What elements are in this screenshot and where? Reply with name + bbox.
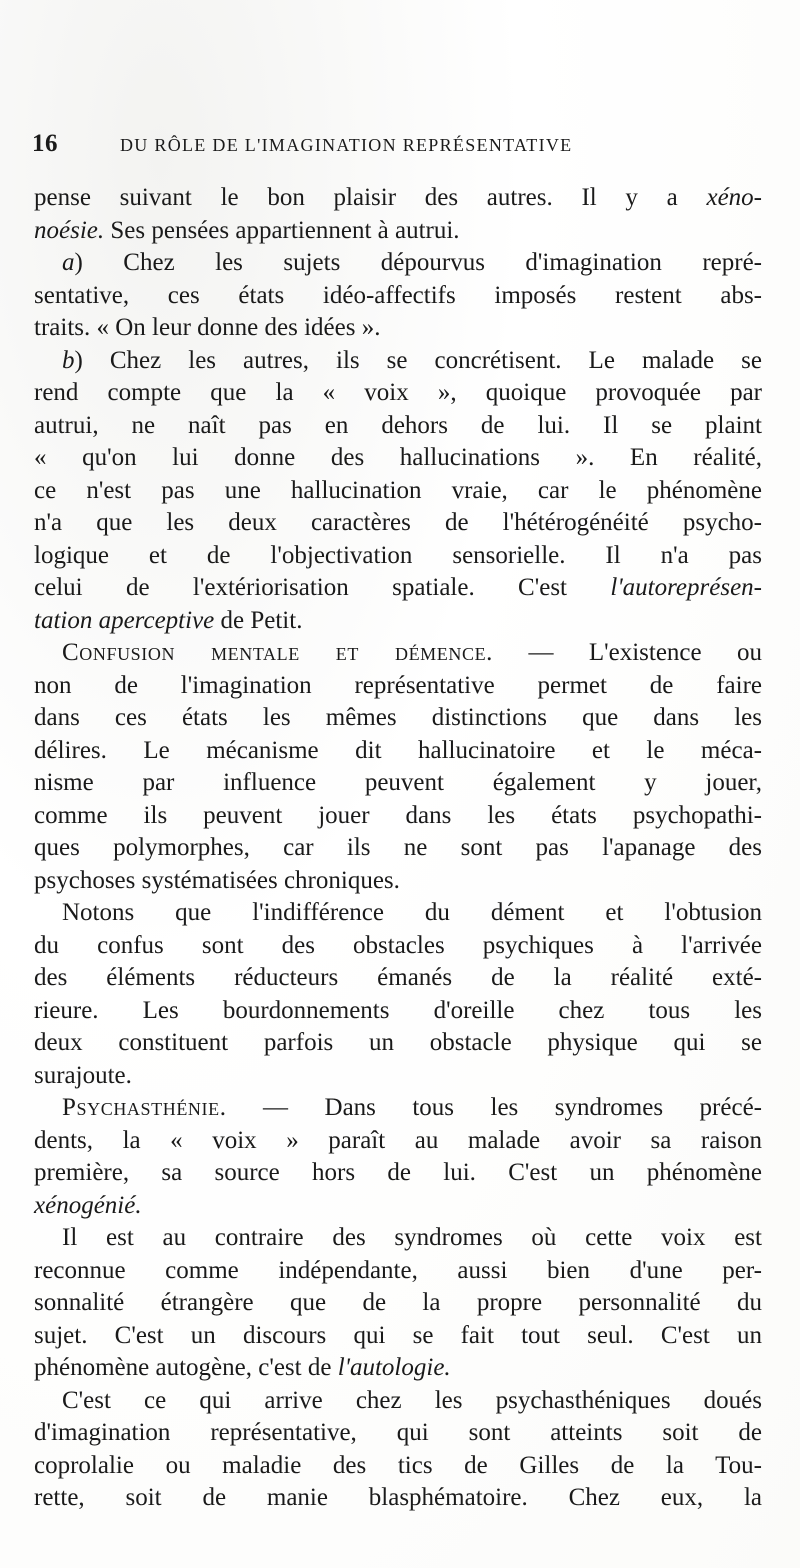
text-segment: de Petit. xyxy=(214,606,303,634)
text-segment: reconnue comme indépendante, aussi bien d'une per- xyxy=(34,1256,762,1284)
text-segment: surajoute. xyxy=(34,1061,132,1089)
text-segment: — Dans tous les syndromes précé- xyxy=(226,1094,762,1121)
text-segment: traits. « On leur donne des idées ». xyxy=(34,314,381,341)
text-line xyxy=(34,1287,762,1320)
italic-text: noésie. xyxy=(34,216,105,244)
text-line xyxy=(34,605,762,638)
text-segment: du confus sont des obstacles psychiques à l'arrivée xyxy=(34,931,762,959)
text-line xyxy=(34,247,762,280)
running-head xyxy=(32,130,772,160)
italic-text: xénogénié. xyxy=(34,1191,142,1219)
text-line xyxy=(34,865,762,898)
italic-text: a xyxy=(62,249,75,276)
italic-text: l'autoreprésen- xyxy=(610,574,762,601)
text-segment: ce n'est pas une hallucination vraie, car le phénomène xyxy=(34,476,762,504)
text-segment: ) Chez les sujets dépourvus d'imagination repré- xyxy=(74,249,762,276)
italic-text: b xyxy=(62,346,75,374)
text-line xyxy=(34,897,762,930)
text-line xyxy=(34,1482,762,1515)
text-line xyxy=(34,475,762,508)
text-segment: ) Chez les autres, ils se concrétisent. Le malade se xyxy=(74,346,762,374)
text-line xyxy=(34,507,762,540)
text-segment: sujet. C'est un discours qui se fait tout seul. C'est un xyxy=(34,1321,762,1349)
text-segment: dans ces états les mêmes distinctions que dans les xyxy=(34,704,762,731)
text-line xyxy=(34,1157,762,1190)
text-segment: rend compte que la « voix », quoique provoquée par xyxy=(34,379,762,406)
text-line xyxy=(34,1320,762,1353)
text-segment: dents, la « voix » paraît au malade avoir sa raison xyxy=(34,1126,762,1154)
text-line xyxy=(34,377,762,410)
text-line xyxy=(34,345,762,378)
text-segment: sentative, ces états idéo-affectifs imposés restent abs- xyxy=(34,281,762,309)
text-segment: pense suivant le bon plaisir des autres. Il y a xyxy=(34,184,707,211)
text-segment: Il est au contraire des syndromes où cette voix est xyxy=(62,1224,762,1251)
text-line xyxy=(34,572,762,605)
text-segment: C'est ce qui arrive chez les psychasthéniques doués xyxy=(62,1386,762,1414)
text-line xyxy=(34,442,762,475)
text-segment: — L'existence ou xyxy=(493,639,762,666)
text-segment: autrui, ne naît pas en dehors de lui. Il se plaint xyxy=(34,411,762,439)
text-line xyxy=(34,1450,762,1483)
text-segment: Ses pensées appartiennent à autrui. xyxy=(104,216,460,244)
text-segment: coprolalie ou maladie des tics de Gilles de la Tou- xyxy=(34,1451,762,1479)
italic-text: xéno- xyxy=(706,184,762,211)
text-line xyxy=(34,735,762,768)
text-segment: logique et de l'objectivation sensorielle. Il n'a pas xyxy=(34,541,762,569)
text-line xyxy=(34,767,762,800)
text-line xyxy=(34,1222,762,1255)
italic-text: tation aperceptive xyxy=(34,606,215,634)
text-line xyxy=(34,995,762,1028)
text-segment: délires. Le mécanisme dit hallucinatoire et le méca- xyxy=(34,736,762,764)
text-line xyxy=(34,1352,762,1385)
text-segment: comme ils peuvent jouer dans les états psychopathi- xyxy=(34,801,762,829)
text-segment: deux constituent parfois un obstacle physique qui se xyxy=(34,1029,762,1056)
body-text xyxy=(34,182,762,1515)
text-line xyxy=(34,930,762,963)
section-heading: Confusion mentale et démence. xyxy=(62,639,494,666)
text-line xyxy=(34,962,762,995)
text-line xyxy=(34,182,762,215)
text-segment: n'a que les deux caractères de l'hétérogénéité psycho- xyxy=(34,509,762,536)
text-segment: nisme par influence peuvent également y jouer, xyxy=(34,769,762,796)
text-line xyxy=(34,280,762,313)
text-segment: rieure. Les bourdonnements d'oreille chez tous les xyxy=(34,996,762,1024)
text-line xyxy=(34,540,762,573)
text-line xyxy=(34,800,762,833)
text-segment: première, sa source hors de lui. C'est un phénomène xyxy=(34,1159,762,1186)
text-line xyxy=(34,1027,762,1060)
text-line xyxy=(34,1092,762,1125)
text-segment: phénomène autogène, c'est de xyxy=(34,1354,338,1381)
text-line xyxy=(34,1385,762,1418)
text-segment: psychoses systématisées chroniques. xyxy=(34,866,400,894)
page-number: 16 xyxy=(32,130,58,157)
text-segment: d'imagination représentative, qui sont atteints soit de xyxy=(34,1419,762,1446)
text-line xyxy=(34,702,762,735)
text-segment: des éléments réducteurs émanés de la réalité exté- xyxy=(34,964,762,991)
section-heading: Psychasthénie. xyxy=(62,1094,227,1121)
text-line xyxy=(34,215,762,248)
text-line xyxy=(34,670,762,703)
text-line xyxy=(34,312,762,345)
running-title: DU RÔLE DE L'IMAGINATION REPRÉSENTATIVE xyxy=(120,135,573,155)
text-segment: ques polymorphes, car ils ne sont pas l'apanage des xyxy=(34,834,762,861)
text-line xyxy=(34,410,762,443)
text-line xyxy=(34,1190,762,1223)
text-line xyxy=(34,1417,762,1450)
italic-text: l'autologie. xyxy=(337,1354,451,1381)
text-segment: celui de l'extériorisation spatiale. C'est xyxy=(34,574,611,601)
text-line xyxy=(34,832,762,865)
text-segment: « qu'on lui donne des hallucinations ». En réalité, xyxy=(34,444,762,471)
text-line xyxy=(34,1125,762,1158)
text-line xyxy=(34,1255,762,1288)
text-segment: rette, soit de manie blasphématoire. Chez eux, la xyxy=(34,1484,762,1511)
text-segment: Notons que l'indifférence du dément et l'obtusion xyxy=(62,899,762,926)
text-line xyxy=(34,637,762,670)
text-line xyxy=(34,1060,762,1093)
text-segment: non de l'imagination représentative permet de faire xyxy=(34,671,762,699)
text-segment: sonnalité étrangère que de la propre personnalité du xyxy=(34,1289,762,1316)
